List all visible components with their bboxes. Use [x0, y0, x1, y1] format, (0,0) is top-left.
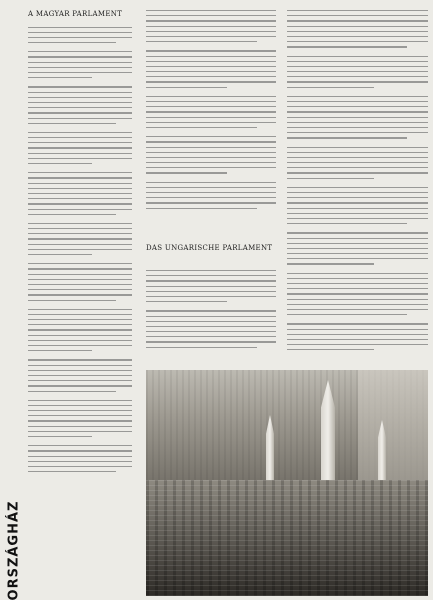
hungarian-article — [28, 10, 132, 476]
side-label-text: ORSZÁGHÁZ — [6, 500, 22, 600]
german-article-continued — [287, 10, 428, 365]
parliament-photo — [146, 370, 428, 596]
german-heading: DAS UNGARISCHE PARLAMENT — [146, 244, 273, 252]
side-label — [2, 500, 26, 600]
hungarian-lede — [28, 27, 132, 44]
hungarian-heading: A MAGYAR PARLAMENT — [28, 10, 123, 18]
hungarian-article-continued — [146, 10, 276, 235]
german-article-start — [146, 270, 276, 366]
hungarian-body — [28, 51, 132, 472]
